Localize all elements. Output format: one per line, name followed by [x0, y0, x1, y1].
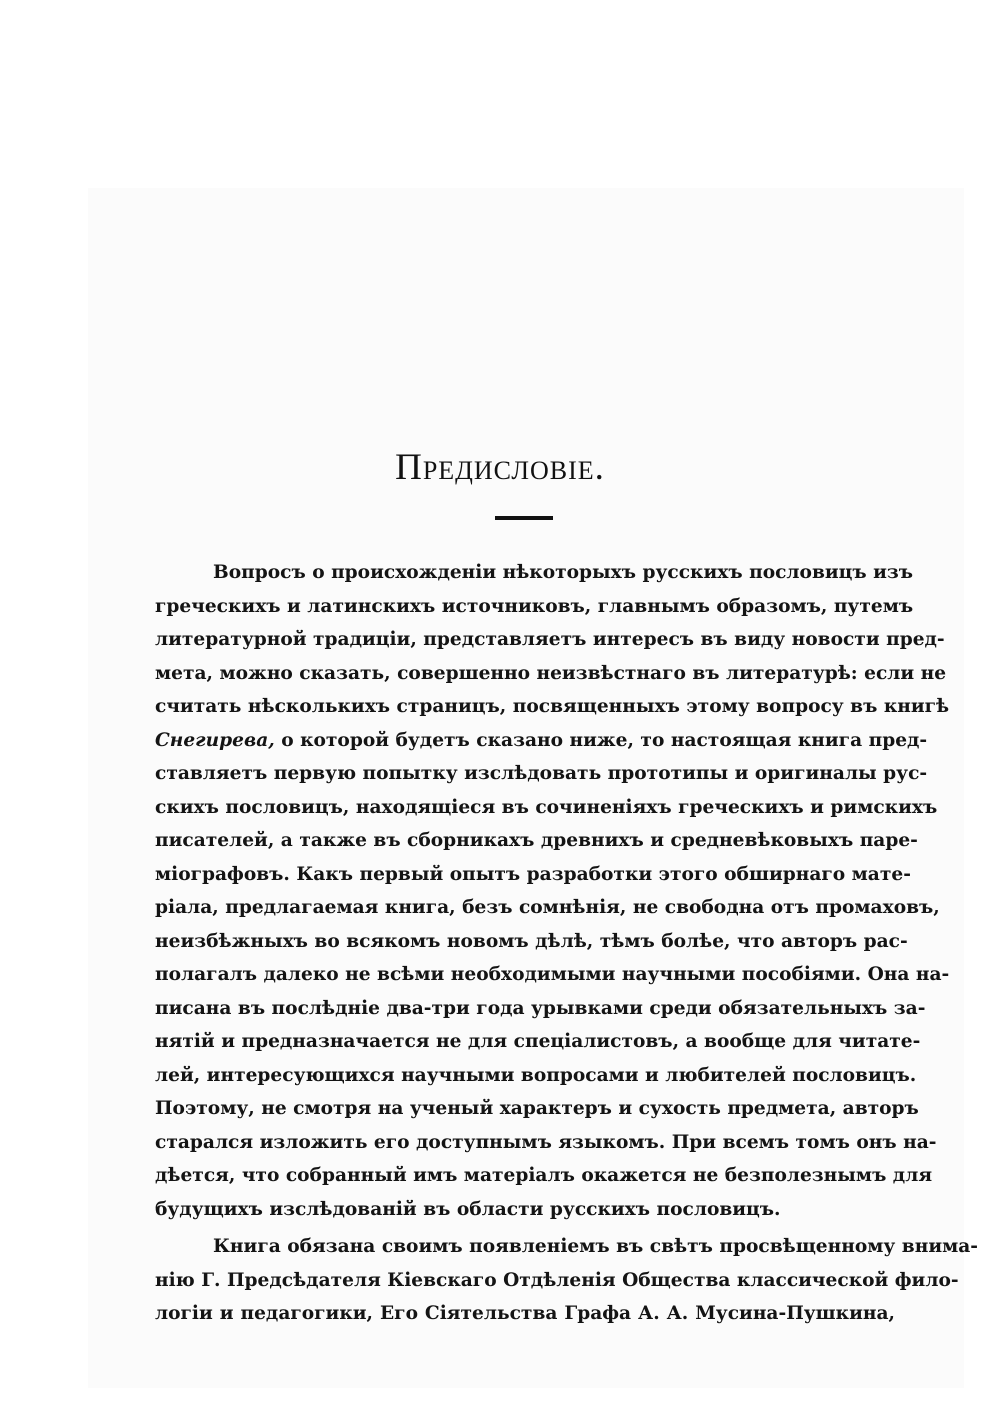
text-line: греческихъ и латинскихъ источниковъ, главнымъ образомъ, путемъ [155, 595, 914, 617]
text-line: нятій и предназначается не для спеціалистовъ, а вообще для читате- [155, 1031, 921, 1052]
text-line: полагалъ далеко не всѣми необходимыми научными пособіями. Она на- [155, 964, 950, 985]
text-line: считать нѣсколькихъ страницъ, посвященныхъ этому вопросу въ книгѣ [155, 696, 950, 717]
page-title: Предисловіе. [395, 447, 605, 488]
text-line: логіи и педагогики, Его Сіятельства Графа А. А. Мусина-Пушкина, [155, 1303, 895, 1324]
text-line: нію Г. Предсѣдателя Кіевскаго Отдѣленія Общества классической фило- [155, 1269, 959, 1291]
text-line: писана въ послѣдніе два-три года урывками среди обязательныхъ за- [155, 997, 926, 1019]
text-line: дѣется, что собранный имъ матеріалъ окажется не безполезнымъ для [155, 1165, 933, 1186]
preface-body [155, 556, 979, 1331]
text-line-rest: о которой будетъ сказано ниже, то настоящая книга пред- [274, 729, 928, 751]
text-line: старался изложить его доступнымъ языкомъ. При всемъ томъ онъ на- [155, 1131, 937, 1153]
italic-author-name: Снегирева, [155, 729, 275, 751]
text-line: ріала, предлагаемая книга, безъ сомнѣнія, не свободна отъ промаховъ, [155, 897, 940, 918]
title-double-rule [495, 516, 553, 520]
text-line: ставляетъ первую попытку изслѣдовать прототипы и оригиналы рус- [155, 763, 928, 784]
text-line: Поэтому, не смотря на ученый характеръ и сухость предмета, авторъ [155, 1098, 919, 1119]
text-line: Вопросъ о происхожденіи нѣкоторыхъ русскихъ пословицъ изъ [213, 562, 914, 583]
text-line: неизбѣжныхъ во всякомъ новомъ дѣлѣ, тѣмъ болѣе, что авторъ рас- [155, 930, 908, 952]
text-line: будущихъ изслѣдованій въ области русскихъ пословицъ. [155, 1198, 781, 1220]
text-line: лей, интересующихся научными вопросами и любителей пословицъ. [155, 1064, 917, 1086]
text-line: мета, можно сказать, совершенно неизвѣстнаго въ литературѣ: если не [155, 662, 947, 684]
text-line: писателей, а также въ сборникахъ древнихъ и средневѣковыхъ паре- [155, 830, 918, 851]
text-line: скихъ пословицъ, находящіеся въ сочиненіяхъ греческихъ и римскихъ [155, 796, 938, 818]
text-line-with-italic-name [155, 724, 928, 758]
text-line: міографовъ. Какъ первый опытъ разработки этого обширнаго мате- [155, 863, 911, 885]
text-line: Книга обязана своимъ появленіемъ въ свѣтъ просвѣщенному внима- [213, 1236, 979, 1257]
text-line: литературной традиціи, представляетъ интересъ въ виду новости пред- [155, 629, 945, 650]
